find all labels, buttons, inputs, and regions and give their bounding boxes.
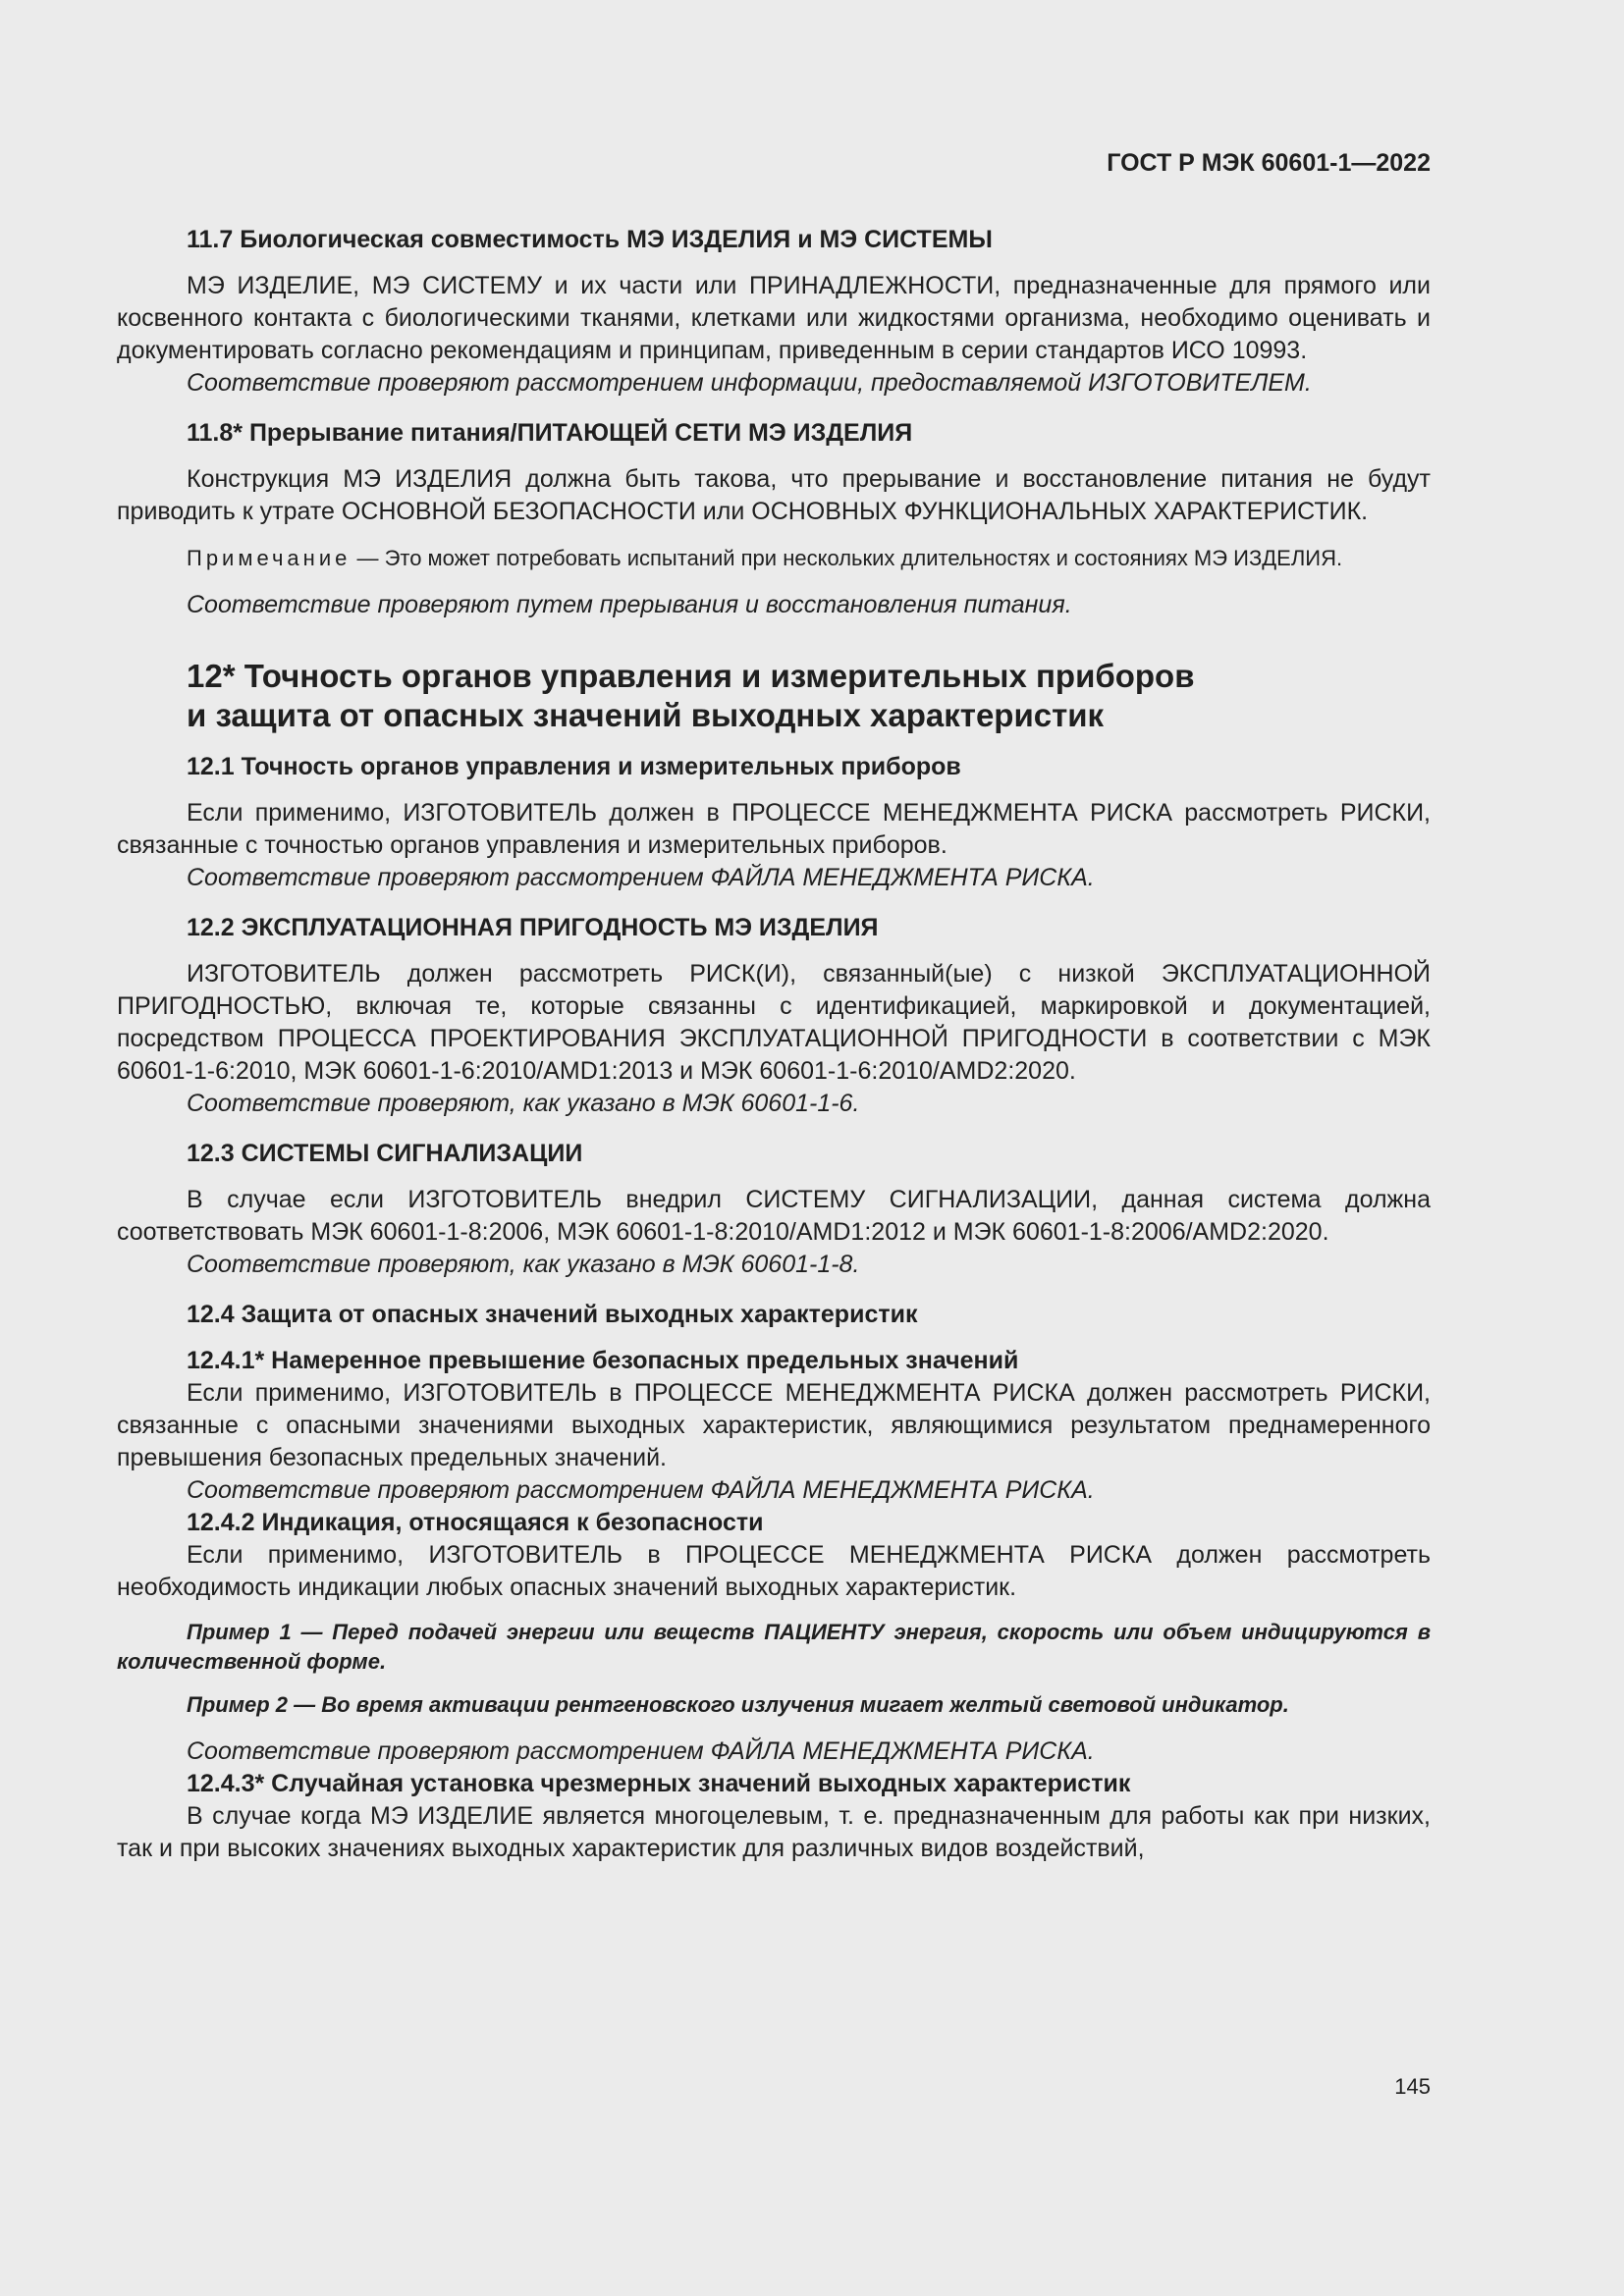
page-number: 145	[1394, 2074, 1431, 2099]
section-12-4-heading: 12.4 Защита от опасных значений выходных характеристик	[187, 1301, 918, 1328]
section-12-2-body: ИЗГОТОВИТЕЛЬ должен рассмотреть РИСК(И), связанный(ые) с низкой ЭКСПЛУАТАЦИОННОЙ ПРИГОДНОСТЬЮ, включая те, которые связанны с идентификацией, маркировкой и документацией, посредством ПРОЦЕССА ПРОЕКТИРОВАНИЯ ЭКСПЛУАТАЦИОННОЙ ПРИГОДНОСТИ в соответствии с МЭК 60601-1-6:2010, МЭК 60601-1-6:2010/AMD1:2013 и МЭК 60601-1-6:2010/AMD2:2020.	[117, 960, 1431, 1085]
section-12-2-compliance: Соответствие проверяют, как указано в МЭК 60601-1-6.	[187, 1090, 860, 1117]
section-12-3-heading: 12.3 СИСТЕМЫ СИГНАЛИЗАЦИИ	[187, 1140, 583, 1167]
note-text: — Это может потребовать испытаний при нескольких длительностях и состояниях МЭ ИЗДЕЛИЯ.	[351, 546, 1343, 570]
example-2: Пример 2 — Во время активации рентгеновского излучения мигает желтый световой индикатор.	[187, 1692, 1289, 1717]
section-12-4-3-heading: 12.4.3* Случайная установка чрезмерных значений выходных характеристик	[187, 1770, 1131, 1797]
section-12-4-2-body: Если применимо, ИЗГОТОВИТЕЛЬ в ПРОЦЕССЕ МЕНЕДЖМЕНТА РИСКА должен рассмотреть необходимость индикации любых опасных значений выходных характеристик.	[117, 1541, 1431, 1601]
section-12-1-compliance: Соответствие проверяют рассмотрением ФАЙЛА МЕНЕДЖМЕНТА РИСКА.	[187, 864, 1095, 891]
section-11-8-compliance: Соответствие проверяют путем прерывания и восстановления питания.	[187, 591, 1072, 618]
section-11-8-heading: 11.8* Прерывание питания/ПИТАЮЩЕЙ СЕТИ МЭ ИЗДЕЛИЯ	[187, 419, 913, 447]
section-12-4-1-heading: 12.4.1* Намеренное превышение безопасных предельных значений	[187, 1347, 1019, 1374]
section-12-3-body: В случае если ИЗГОТОВИТЕЛЬ внедрил СИСТЕМУ СИГНАЛИЗАЦИИ, данная система должна соответствовать МЭК 60601-1-8:2006, МЭК 60601-1-8:2010/AMD1:2012 и МЭК 60601-1-8:2006/AMD2:2020.	[117, 1186, 1431, 1246]
note-label: Примечание	[187, 546, 352, 570]
section-12-4-1-body: Если применимо, ИЗГОТОВИТЕЛЬ в ПРОЦЕССЕ МЕНЕДЖМЕНТА РИСКА должен рассмотреть РИСКИ, связанные с опасными значениями выходных характеристик, являющимися результатом преднамеренного превышения безопасных предельных значений.	[117, 1379, 1431, 1471]
section-12-4-2-compliance: Соответствие проверяют рассмотрением ФАЙЛА МЕНЕДЖМЕНТА РИСКА.	[187, 1737, 1095, 1765]
section-12-4-3-body: В случае когда МЭ ИЗДЕЛИЕ является многоцелевым, т. е. предназначенным для работы как при низких, так и при высоких значениях выходных характеристик для различных видов воздействий,	[117, 1802, 1431, 1862]
section-11-8-body: Конструкция МЭ ИЗДЕЛИЯ должна быть такова, что прерывание и восстановление питания не будут приводить к утрате ОСНОВНОЙ БЕЗОПАСНОСТИ или ОСНОВНЫХ ФУНКЦИОНАЛЬНЫХ ХАРАКТЕРИСТИК.	[117, 465, 1431, 525]
section-12-3-compliance: Соответствие проверяют, как указано в МЭК 60601-1-8.	[187, 1251, 860, 1278]
section-11-8-note	[117, 544, 1431, 573]
running-header: ГОСТ Р МЭК 60601-1—2022	[1107, 149, 1431, 177]
section-12-1-body: Если применимо, ИЗГОТОВИТЕЛЬ должен в ПРОЦЕССЕ МЕНЕДЖМЕНТА РИСКА рассмотреть РИСКИ, связанные с точностью органов управления и измерительных приборов.	[117, 799, 1431, 859]
section-12-2-heading: 12.2 ЭКСПЛУАТАЦИОННАЯ ПРИГОДНОСТЬ МЭ ИЗДЕЛИЯ	[187, 914, 879, 941]
section-12-heading-line2: и защита от опасных значений выходных характеристик	[187, 697, 1105, 733]
section-11-7-body: МЭ ИЗДЕЛИЕ, МЭ СИСТЕМУ и их части или ПРИНАДЛЕЖНОСТИ, предназначенные для прямого или косвенного контакта с биологическими тканями, клетками или жидкостями организма, необходимо оценивать и документировать согласно рекомендациям и принципам, приведенным в серии стандартов ИСО 10993.	[117, 272, 1431, 364]
section-11-7-heading: 11.7 Биологическая совместимость МЭ ИЗДЕЛИЯ и МЭ СИСТЕМЫ	[187, 226, 993, 253]
page-content	[117, 224, 1431, 1865]
section-12-1-heading: 12.1 Точность органов управления и измерительных приборов	[187, 753, 961, 780]
section-12-4-1-compliance: Соответствие проверяют рассмотрением ФАЙЛА МЕНЕДЖМЕНТА РИСКА.	[187, 1476, 1095, 1504]
section-12-heading-line1: 12* Точность органов управления и измерительных приборов	[187, 658, 1195, 694]
section-12-4-2-heading: 12.4.2 Индикация, относящаяся к безопасности	[187, 1509, 764, 1536]
section-11-7-compliance: Соответствие проверяют рассмотрением информации, предоставляемой ИЗГОТОВИТЕЛЕМ.	[187, 369, 1312, 397]
example-1: Пример 1 — Перед подачей энергии или веществ ПАЦИЕНТУ энергия, скорость или объем индицируются в количественной форме.	[117, 1620, 1431, 1674]
